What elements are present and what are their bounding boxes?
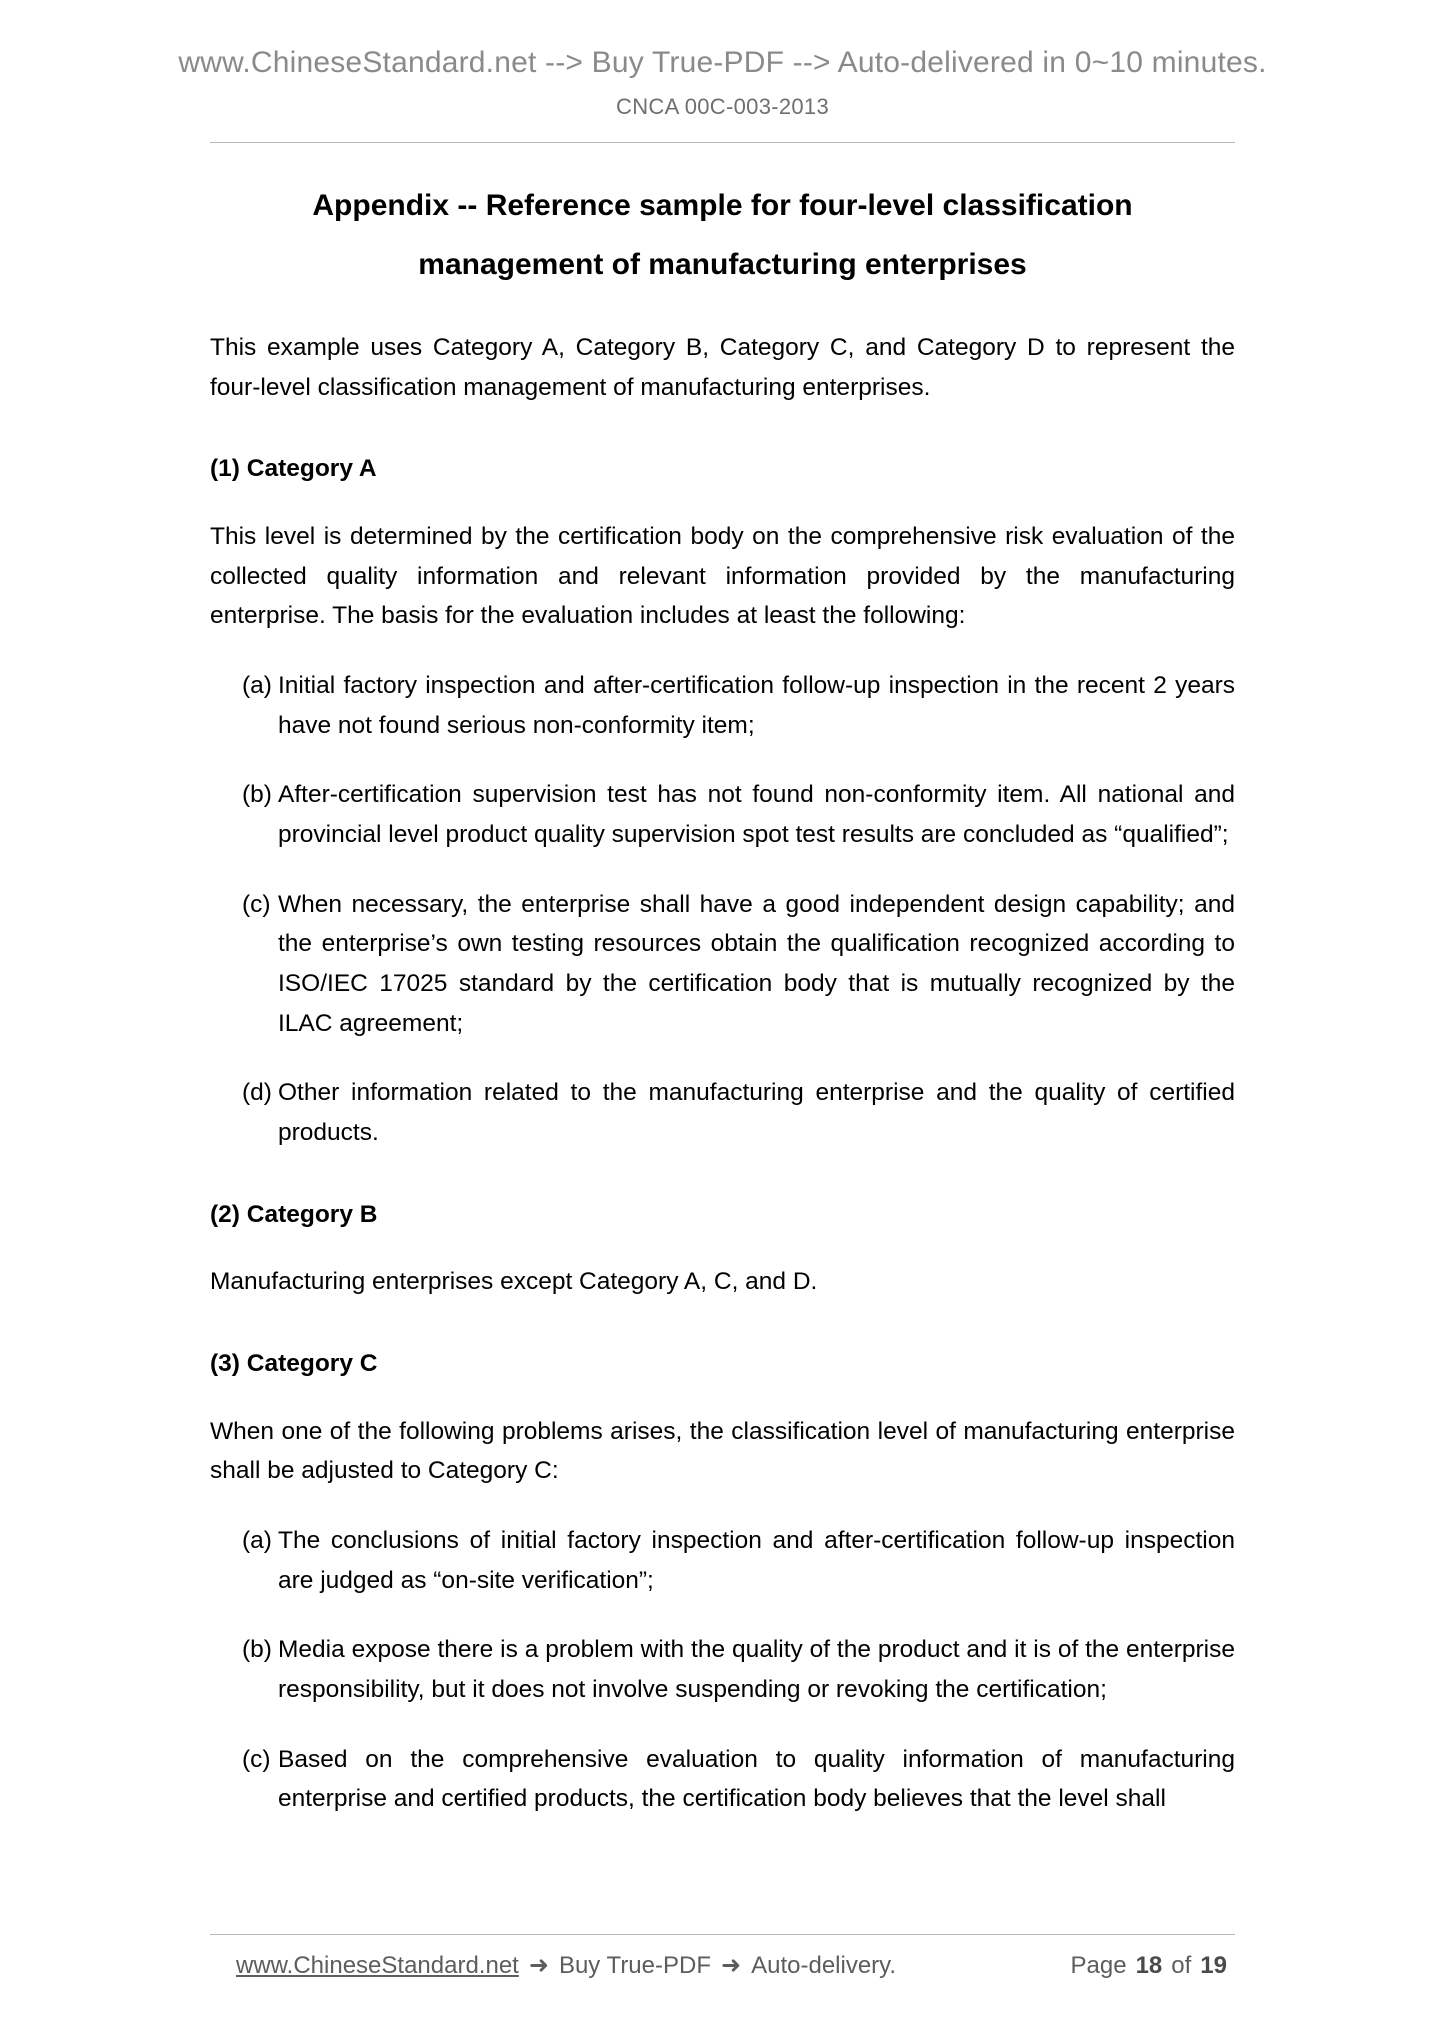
- footer-site-link[interactable]: www.ChineseStandard.net: [236, 1952, 519, 1979]
- footer-row: [210, 1951, 1235, 1980]
- list-item-marker: (a): [242, 671, 272, 699]
- section-a-item-list: [210, 666, 1235, 1153]
- list-item-marker: (c): [242, 890, 271, 918]
- page-number: 18: [1135, 1952, 1163, 1979]
- list-item: [210, 1521, 1235, 1600]
- arrow-right-icon: ➜: [528, 1952, 549, 1979]
- page-title-line-1: Appendix -- Reference sample for four-level classification: [312, 189, 1133, 222]
- promo-banner: www.ChineseStandard.net --> Buy True-PDF --> Auto-delivered in 0~10 minutes.: [178, 46, 1267, 79]
- list-item: [210, 1073, 1235, 1152]
- footer-delivery-label: Auto-delivery.: [751, 1952, 897, 1979]
- list-item: [210, 775, 1235, 854]
- list-item: [210, 1740, 1235, 1819]
- list-item-text: When necessary, the enterprise shall have a good independent design capability; and the enterprise’s own testing resources obtain the qualification recognized according to ISO/IEC 17025 standard by the certification body that is mutually recognized by the ILAC agreement;: [278, 890, 1235, 1037]
- document-code: CNCA 00C-003-2013: [616, 94, 829, 119]
- list-item-text: Other information related to the manufacturing enterprise and the quality of certified products.: [278, 1079, 1235, 1147]
- list-item: [210, 666, 1235, 745]
- section-c-item-list: [210, 1521, 1235, 1819]
- page-total: 19: [1200, 1952, 1227, 1979]
- list-item-text: The conclusions of initial factory inspection and after-certification follow-up inspection are judged as “on-site verification”;: [278, 1526, 1235, 1594]
- page-title-line-2: management of manufacturing enterprises: [418, 247, 1027, 281]
- footer-buy-label: Buy True-PDF: [558, 1952, 711, 1979]
- arrow-right-icon: ➜: [721, 1952, 742, 1979]
- page-title: [210, 177, 1235, 294]
- page-footer: [0, 1934, 1445, 1980]
- section-heading-category-c: (3) Category C: [210, 1350, 378, 1378]
- intro-paragraph: This example uses Category A, Category B, Category C, and Category D to represent the four-level classification management of manufacturing enterprises.: [210, 334, 1235, 401]
- page-label: Page: [1070, 1952, 1127, 1979]
- page-header: [0, 0, 1445, 143]
- list-item-text: Initial factory inspection and after-certification follow-up inspection in the recent 2 years have not found serious non-conformity item;: [278, 671, 1235, 739]
- list-item-marker: (b): [242, 1636, 272, 1664]
- footer-promo: [236, 1951, 896, 1980]
- section-b-paragraph: Manufacturing enterprises except Category A, C, and D.: [210, 1268, 818, 1296]
- list-item-text: After-certification supervision test has not found non-conformity item. All national and provincial level product quality supervision spot test results are concluded as “qualified”;: [278, 781, 1235, 849]
- page-indicator: [1071, 1952, 1227, 1980]
- section-c-lead-paragraph: When one of the following problems arises, the classification level of manufacturing enterprise shall be adjusted to Category C:: [210, 1417, 1235, 1485]
- list-item-marker: (d): [242, 1079, 272, 1107]
- list-item-marker: (a): [242, 1526, 272, 1554]
- document-body: [210, 143, 1235, 1819]
- footer-divider: [210, 1934, 1235, 1935]
- section-heading-category-b: (2) Category B: [210, 1200, 378, 1228]
- list-item-text: Media expose there is a problem with the quality of the product and it is of the enterprise responsibility, but it does not involve suspending or revoking the certification;: [278, 1636, 1235, 1703]
- list-item-marker: (b): [242, 781, 272, 809]
- list-item: [210, 885, 1235, 1044]
- list-item: [210, 1630, 1235, 1709]
- list-item-marker: (c): [242, 1745, 271, 1773]
- list-item-text: Based on the comprehensive evaluation to quality information of manufacturing enterprise and certified products, the certification body believes that the level shall: [278, 1745, 1235, 1813]
- section-heading-category-a: (1) Category A: [210, 455, 377, 483]
- section-a-lead-paragraph: This level is determined by the certification body on the comprehensive risk evaluation of the collected quality information and relevant information provided by the manufacturing enterprise. The basis for the evaluation includes at least the following:: [210, 522, 1235, 630]
- page-of-label: of: [1171, 1952, 1192, 1979]
